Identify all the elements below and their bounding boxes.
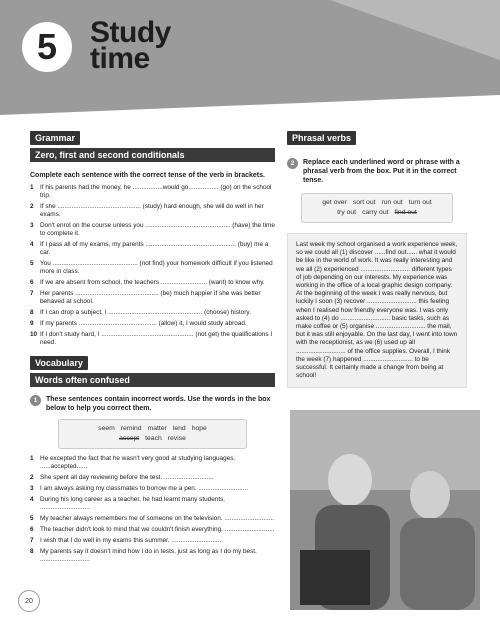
item-text: I am always asking my classmates to borrow me a pen. ............................ [40,485,249,492]
exercise-item [30,455,275,471]
word-box-word: seem [98,425,115,432]
unit-title-line2: time [90,42,150,75]
word-box-word: accept [119,435,140,442]
item-number: 4 [30,496,34,503]
unit-header [0,0,500,118]
left-column [30,128,275,567]
page-number: 20 [18,590,40,612]
word-box-word: remind [120,425,142,432]
word-box-word: run out [381,199,403,206]
item-number: 5 [30,515,34,522]
word-box-row [308,208,446,218]
item-text: Don't enrol on the course unless you ................................................ (have) the time to complete it. [40,222,275,237]
exercise-item [30,526,275,534]
item-text: If I don't study hard, I .................................................... (not get) the qualifications I need. [40,331,273,346]
word-box-word: hope [191,425,207,432]
phrasal-instruction: Replace each underlined word or phrase with a phrasal verb from the box. Put it in the correct tense. [303,159,460,184]
students-laptop-photo [290,410,480,610]
word-box-word: revise [167,435,186,442]
phrasal-exercise-header [287,158,467,185]
item-number: 8 [30,309,34,316]
item-number: 6 [30,526,34,533]
exercise-item [30,548,275,564]
word-box-word: carry out [362,209,389,216]
vocabulary-word-box [58,419,247,449]
exercise-item [30,331,275,347]
item-number: 2 [30,203,34,210]
item-text: She spent all day reviewing before the test. ............................ [40,474,214,481]
word-box-word: sort out [352,199,376,206]
header-background [0,0,500,118]
exercise-item [30,515,275,523]
item-number: 7 [30,290,34,297]
exercise-item [30,184,275,200]
exercise-item [30,474,275,482]
vocabulary-subtitle: Words often confused [30,373,275,387]
word-box-word: matter [147,425,167,432]
exercise-item [30,241,275,257]
item-text: The teacher didn't look to mind that we couldn't finish everything. ............................ [40,526,275,533]
item-text: He excepted the fact that he wasn't very good at studying languages. ......accepted...... [40,455,236,470]
grammar-instruction: Complete each sentence with the correct tense of the verb in brackets. [30,172,265,179]
item-text: My parents say it doesn't mind how I do in tests, just as long as I do my best. ............................ [40,548,257,563]
item-number: 7 [30,537,34,544]
item-number: 5 [30,260,34,267]
exercise-item [30,279,275,287]
item-number: 3 [30,485,34,492]
exercise-number-badge: 2 [287,158,298,169]
vocabulary-instruction: These sentences contain incorrect words. Use the words in the box below to help you correct them. [46,396,271,412]
word-box-row [308,198,446,208]
item-text: I wish that I do well in my exams this summer. ............................ [40,537,222,544]
phrasal-word-box [301,193,453,223]
word-box-word: find out [394,209,417,216]
item-text: My teacher always remembers me of someone on the television. ............................ [40,515,275,522]
item-number: 2 [30,474,34,481]
word-box-row [65,434,240,444]
word-box-word: lend [172,425,186,432]
unit-number: 5 [22,22,72,72]
vocabulary-exercise-header [30,395,275,413]
item-text: If his parents had the money, he .................would go................. (go) on the school trip. [40,184,272,199]
exercise-item [30,222,275,238]
exercise-item [30,485,275,493]
item-number: 1 [30,184,34,191]
right-column [287,128,467,388]
grammar-subtitle: Zero, first and second conditionals [30,148,275,162]
grammar-section [30,128,275,347]
exercise-item [30,290,275,306]
word-box-word: teach [145,435,162,442]
exercise-number-badge: 1 [30,395,41,406]
item-text: During his long career as a teacher, he had learnt many students. ............................ [40,496,226,511]
vocabulary-tag: Vocabulary [30,356,88,370]
item-number: 4 [30,241,34,248]
vocabulary-items [30,455,275,564]
item-number: 6 [30,279,34,286]
grammar-tag: Grammar [30,131,80,145]
grammar-items [30,184,275,347]
word-box-word: turn out [408,199,432,206]
item-number: 10 [30,331,38,338]
item-text: You ................................................ (not find) your homework difficult if you listened more in class. [40,260,273,275]
exercise-item [30,496,275,512]
item-number: 3 [30,222,34,229]
word-box-word: get over [322,199,347,206]
item-text: If I pass all of my exams, my parents ................................................... (buy) me a car. [40,241,269,256]
item-text: If we are absent from school, the teachers .......................... (want) to know why. [40,279,265,286]
vocabulary-section [30,353,275,564]
item-number: 9 [30,320,34,327]
phrasal-verbs-tag: Phrasal verbs [287,131,356,145]
exercise-item [30,320,275,328]
word-box-row [65,424,240,434]
item-number: 1 [30,455,34,462]
item-number: 8 [30,548,34,555]
item-text: If she ............................................... (study) hard enough, she will do well in her exams. [40,203,264,218]
exercise-item [30,309,275,317]
unit-title [90,16,171,75]
word-box-word: try out [337,209,357,216]
unit-title-line1: Study [90,16,171,49]
item-text: If I can drop a subject, I ..................................................... (choose) history. [40,309,251,316]
item-text: If my parents ............................................ (allow) it, I would study abroad. [40,320,247,327]
exercise-item [30,203,275,219]
work-experience-text: Last week my school organised a work experience week, so we could all (1) discover ......find out...... what it would be like in the world of work. It was really interesting and we all (2) experienced ............................ different types of job depending on our interests. My experience was working in the office of a local graphic design company. At the beginning of the week I was really nervous, but luckily I soon (3) recover ............................ this feeling when I realised how friendly everyone was. I was only asked to (4) do ............................ basic tasks, such as make coffee or (5) organise ............................ the mail, but it was still enjoyable. On the last day, I went into town with the receptionist, as we (6) used up all ............................ of the office supplies. Overall, I think the week (7) happened ............................ to be successful. It certainly made a change from being at school! [287,233,467,388]
exercise-item [30,537,275,545]
item-text: Her parents ............................................... (be) much happier if she was better behaved at school. [40,290,261,305]
exercise-item [30,260,275,276]
